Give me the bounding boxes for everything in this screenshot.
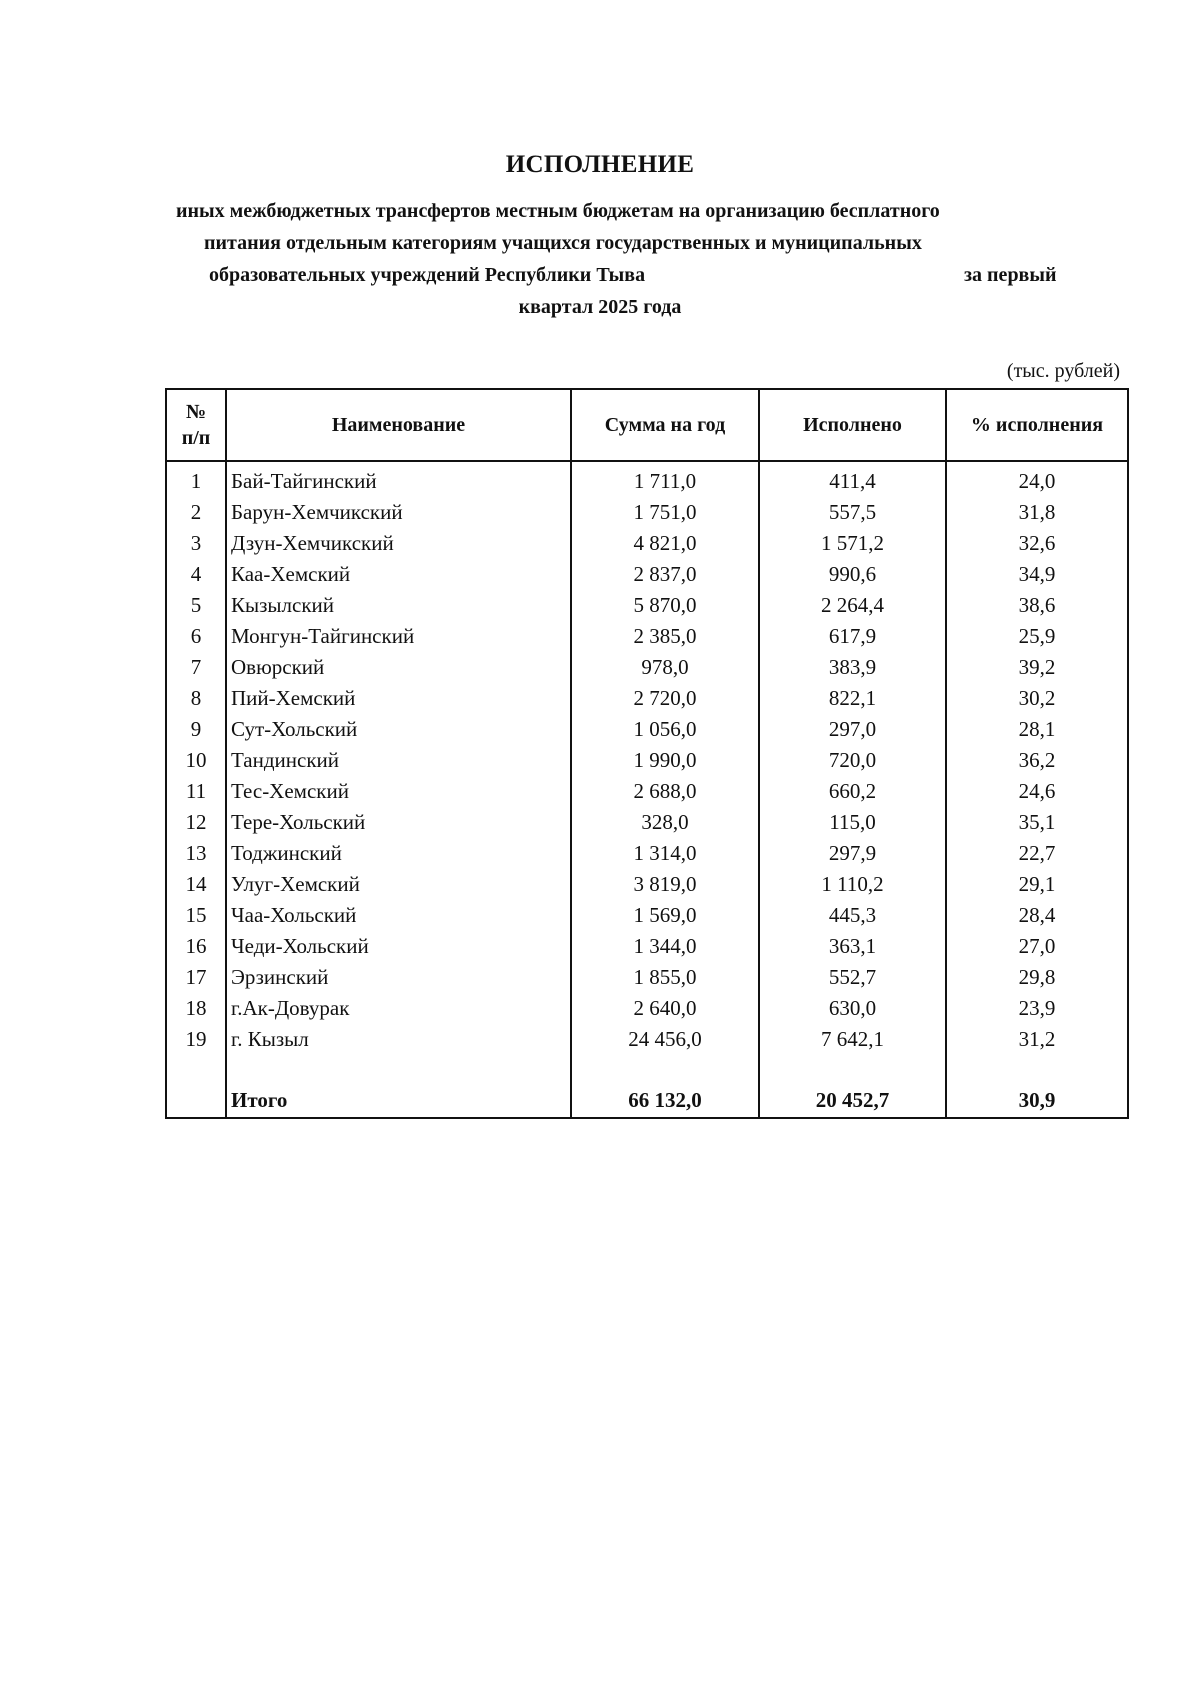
row-number: 17	[166, 962, 226, 993]
row-executed: 1 110,2	[759, 869, 946, 900]
row-executed: 2 264,4	[759, 590, 946, 621]
row-executed: 617,9	[759, 621, 946, 652]
row-annual: 5 870,0	[571, 590, 759, 621]
row-name: Бай-Тайгинский	[226, 461, 571, 497]
table-body	[166, 461, 1128, 1055]
row-percent: 23,9	[946, 993, 1128, 1024]
row-annual: 1 314,0	[571, 838, 759, 869]
execution-table	[165, 388, 1129, 1119]
column-header-number-line2: п/п	[181, 427, 211, 449]
row-annual: 978,0	[571, 652, 759, 683]
row-number: 6	[166, 621, 226, 652]
row-name: Эрзинский	[226, 962, 571, 993]
row-executed: 720,0	[759, 745, 946, 776]
total-percent: 30,9	[946, 1083, 1128, 1118]
row-name: Овюрский	[226, 652, 571, 683]
column-header-name: Наименование	[226, 389, 571, 461]
units-label: (тыс. рублей)	[1006, 360, 1120, 382]
row-number: 9	[166, 714, 226, 745]
total-executed: 20 452,7	[759, 1083, 946, 1118]
row-number: 3	[166, 528, 226, 559]
row-name: Улуг-Хемский	[226, 869, 571, 900]
row-number: 16	[166, 931, 226, 962]
row-annual: 2 688,0	[571, 776, 759, 807]
row-percent: 38,6	[946, 590, 1128, 621]
row-executed: 383,9	[759, 652, 946, 683]
table-row	[166, 745, 1128, 776]
table-header-row	[166, 389, 1128, 461]
row-percent: 31,2	[946, 1024, 1128, 1055]
table-row	[166, 652, 1128, 683]
row-percent: 29,8	[946, 962, 1128, 993]
row-annual: 1 751,0	[571, 497, 759, 528]
row-number: 18	[166, 993, 226, 1024]
row-number: 7	[166, 652, 226, 683]
row-percent: 29,1	[946, 869, 1128, 900]
total-annual: 66 132,0	[571, 1083, 759, 1118]
subtitle-line-3: образовательных учреждений Республики Тыва	[209, 264, 646, 286]
row-number: 8	[166, 683, 226, 714]
table-row	[166, 461, 1128, 497]
column-header-number-line1: №	[185, 401, 207, 423]
row-executed: 445,3	[759, 900, 946, 931]
column-header-number	[166, 389, 226, 461]
row-percent: 35,1	[946, 807, 1128, 838]
row-number: 12	[166, 807, 226, 838]
subtitle-line-1: иных межбюджетных трансфертов местным бюджетам на организацию бесплатного	[176, 200, 940, 222]
row-annual: 2 720,0	[571, 683, 759, 714]
table-row	[166, 714, 1128, 745]
table-row	[166, 900, 1128, 931]
row-name: Тандинский	[226, 745, 571, 776]
table-row	[166, 590, 1128, 621]
row-percent: 34,9	[946, 559, 1128, 590]
row-executed: 552,7	[759, 962, 946, 993]
row-number: 11	[166, 776, 226, 807]
column-header-annual: Сумма на год	[571, 389, 759, 461]
row-name: Тоджинский	[226, 838, 571, 869]
column-header-executed: Исполнено	[759, 389, 946, 461]
row-percent: 31,8	[946, 497, 1128, 528]
row-executed: 630,0	[759, 993, 946, 1024]
row-executed: 1 571,2	[759, 528, 946, 559]
row-name: Монгун-Тайгинский	[226, 621, 571, 652]
row-number: 10	[166, 745, 226, 776]
row-name: Барун-Хемчикский	[226, 497, 571, 528]
row-number: 5	[166, 590, 226, 621]
table-row	[166, 931, 1128, 962]
row-name: г.Ак-Довурак	[226, 993, 571, 1024]
row-percent: 30,2	[946, 683, 1128, 714]
total-row	[166, 1083, 1128, 1118]
row-annual: 328,0	[571, 807, 759, 838]
table-row	[166, 621, 1128, 652]
row-percent: 25,9	[946, 621, 1128, 652]
row-executed: 297,9	[759, 838, 946, 869]
row-name: Тере-Хольский	[226, 807, 571, 838]
row-name: Каа-Хемский	[226, 559, 571, 590]
row-annual: 1 711,0	[571, 461, 759, 497]
subtitle-line-4: квартал 2025 года	[518, 296, 682, 318]
table-row	[166, 807, 1128, 838]
subtitle-period: за первый	[964, 264, 1057, 286]
row-annual: 1 990,0	[571, 745, 759, 776]
table-row	[166, 993, 1128, 1024]
row-percent: 24,6	[946, 776, 1128, 807]
table-row	[166, 683, 1128, 714]
row-annual: 1 344,0	[571, 931, 759, 962]
row-annual: 2 385,0	[571, 621, 759, 652]
row-annual: 24 456,0	[571, 1024, 759, 1055]
row-name: Дзун-Хемчикский	[226, 528, 571, 559]
row-percent: 32,6	[946, 528, 1128, 559]
row-executed: 557,5	[759, 497, 946, 528]
row-percent: 39,2	[946, 652, 1128, 683]
table-row	[166, 776, 1128, 807]
table-row	[166, 962, 1128, 993]
row-percent: 27,0	[946, 931, 1128, 962]
row-annual: 1 569,0	[571, 900, 759, 931]
row-annual: 2 837,0	[571, 559, 759, 590]
row-percent: 28,1	[946, 714, 1128, 745]
row-name: Сут-Хольский	[226, 714, 571, 745]
row-name: Пий-Хемский	[226, 683, 571, 714]
row-name: Чеди-Хольский	[226, 931, 571, 962]
row-executed: 297,0	[759, 714, 946, 745]
row-annual: 2 640,0	[571, 993, 759, 1024]
row-executed: 115,0	[759, 807, 946, 838]
row-number: 14	[166, 869, 226, 900]
table-row	[166, 1024, 1128, 1055]
row-number: 1	[166, 461, 226, 497]
row-percent: 24,0	[946, 461, 1128, 497]
row-name: Чаа-Хольский	[226, 900, 571, 931]
total-label: Итого	[226, 1083, 571, 1118]
row-number: 15	[166, 900, 226, 931]
table-row	[166, 497, 1128, 528]
spacer-row	[166, 1055, 1128, 1083]
row-number: 13	[166, 838, 226, 869]
row-annual: 1 056,0	[571, 714, 759, 745]
row-number: 2	[166, 497, 226, 528]
row-percent: 28,4	[946, 900, 1128, 931]
row-name: Кызылский	[226, 590, 571, 621]
row-name: г. Кызыл	[226, 1024, 571, 1055]
row-number: 19	[166, 1024, 226, 1055]
row-executed: 7 642,1	[759, 1024, 946, 1055]
document-title: ИСПОЛНЕНИЕ	[505, 151, 695, 178]
row-executed: 660,2	[759, 776, 946, 807]
total-number-cell	[166, 1083, 226, 1118]
row-annual: 3 819,0	[571, 869, 759, 900]
row-executed: 411,4	[759, 461, 946, 497]
row-executed: 822,1	[759, 683, 946, 714]
row-executed: 990,6	[759, 559, 946, 590]
row-percent: 36,2	[946, 745, 1128, 776]
column-header-percent: % исполнения	[946, 389, 1128, 461]
subtitle-line-2: питания отдельным категориям учащихся государственных и муниципальных	[204, 232, 922, 254]
row-executed: 363,1	[759, 931, 946, 962]
row-number: 4	[166, 559, 226, 590]
table-row	[166, 559, 1128, 590]
table-row	[166, 838, 1128, 869]
row-percent: 22,7	[946, 838, 1128, 869]
row-name: Тес-Хемский	[226, 776, 571, 807]
table-row	[166, 869, 1128, 900]
table-row	[166, 528, 1128, 559]
row-annual: 4 821,0	[571, 528, 759, 559]
row-annual: 1 855,0	[571, 962, 759, 993]
